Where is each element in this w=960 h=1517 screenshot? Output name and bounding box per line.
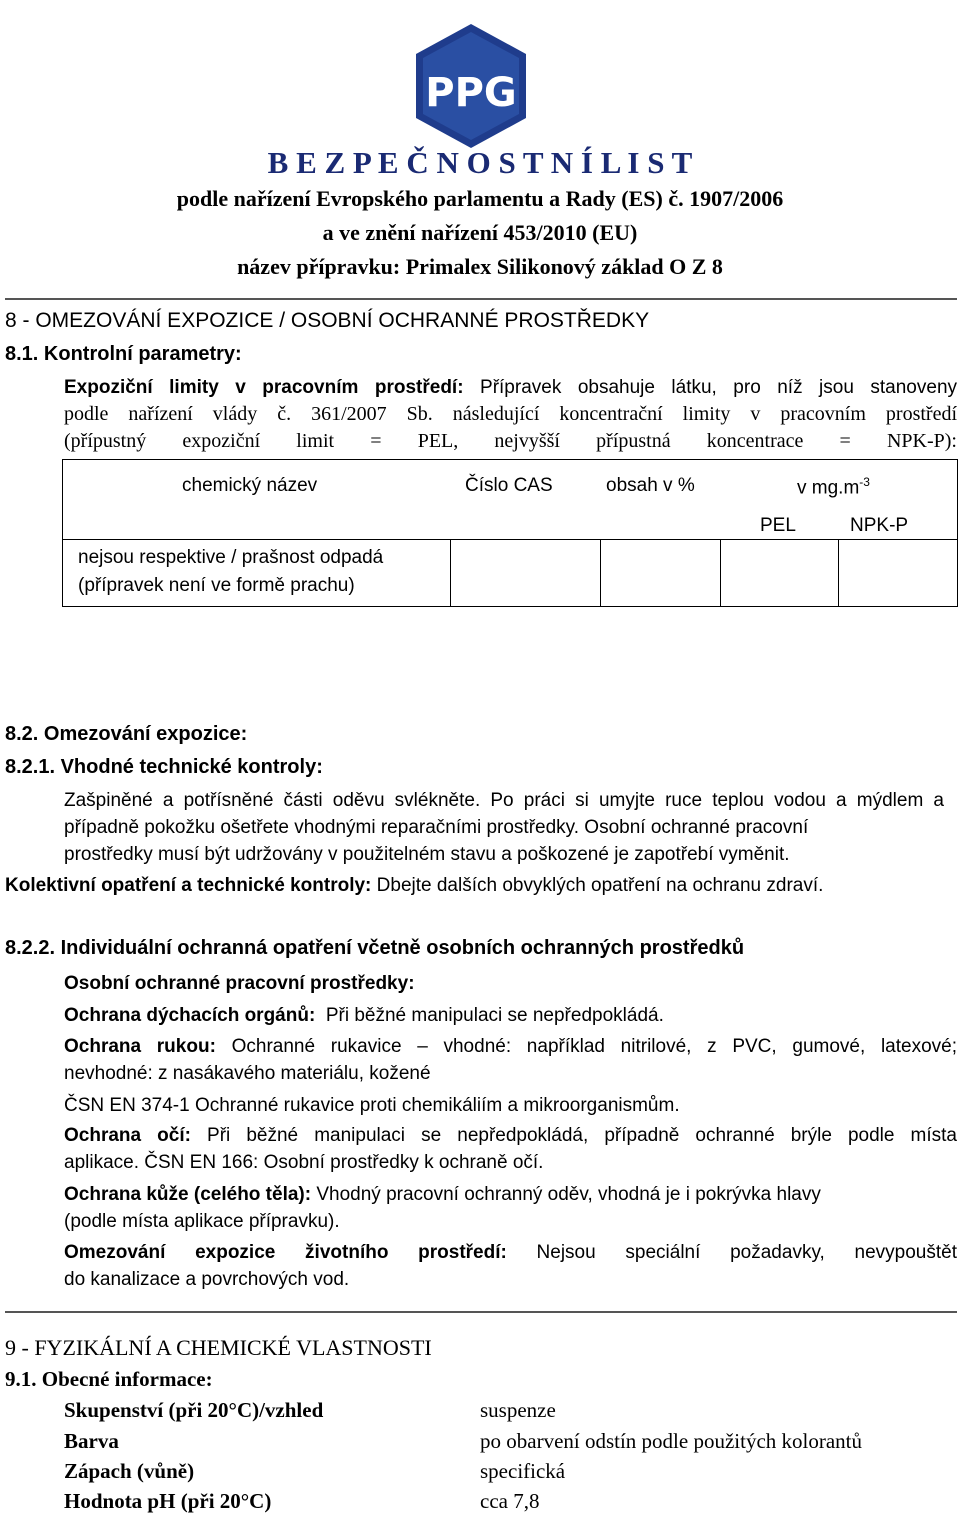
limits-paragraph-line2: podle nařízení vlády č. 361/2007 Sb. následující koncentrační limity v pracovním prostředí [64, 403, 957, 425]
technical-controls-line2: případně pokožku ošetřete vhodnými reparačními prostředky. Osobní ochranné pracovní [64, 817, 809, 838]
section-8-2-title: 8.2. Omezování expozice: [5, 723, 248, 745]
prop-label: Skupenství (při 20°C)/vzhled [64, 1398, 324, 1422]
limits-paragraph-line3: (přípustný expoziční limit = PEL, nejvyšší přípustná koncentrace = NPK-P): [64, 430, 957, 452]
row-name-line1: nejsou respektive / prašnost odpadá [78, 547, 384, 568]
environmental-exposure-line2: do kanalizace a povrchových vod. [64, 1269, 350, 1290]
prop-value: suspenze [480, 1398, 556, 1422]
technical-controls-line1: Zašpiněné a potřísněné části oděvu svlékněte. Po práci si umyjte ruce teplou vodou a mýdlem a [64, 790, 944, 811]
prop-value: po obarvení odstín podle použitých kolorantů [480, 1429, 863, 1453]
hand-protection-line2: nevhodné: z nasákavého materiálu, kožené [64, 1063, 431, 1084]
section-8-2-1-title: 8.2.1. Vhodné technické kontroly: [5, 756, 323, 778]
section-8-title: 8 - OMEZOVÁNÍ EXPOZICE / OSOBNÍ OCHRANNÉ PROSTŘEDKY [5, 309, 650, 332]
prop-label: Zápach (vůně) [64, 1459, 195, 1483]
product-name-line: název přípravku: Primalex Silikonový základ O Z 8 [237, 254, 723, 279]
col-pel: PEL [760, 515, 796, 536]
prop-value: cca 7,8 [480, 1489, 540, 1513]
technical-controls-line3: prostředky musí být udržovány v použitelném stavu a poškozené je zapotřebí vyměnit. [64, 844, 790, 865]
eye-protection-line2: aplikace. ČSN EN 166: Osobní prostředky k ochraně očí. [64, 1152, 544, 1173]
row-name-line2: (přípravek není ve formě prachu) [78, 575, 355, 596]
amendment-line: a ve znění nařízení 453/2010 (EU) [322, 220, 638, 245]
limits-label: Expoziční limity v pracovním prostředí: [64, 377, 464, 398]
divider [5, 1311, 957, 1313]
section-8-1-title: 8.1. Kontrolní parametry: [5, 343, 242, 365]
document-title: B E Z P E Č N O S T N Í L I S T [267, 145, 693, 180]
svg-text:PPG: PPG [425, 70, 517, 116]
hand-protection-line1: Ochrana rukou: Ochranné rukavice – vhodné: například nitrilové, z PVC, gumové, latexové; [64, 1036, 958, 1057]
ppe-title: Osobní ochranné pracovní prostředky: [64, 973, 415, 994]
environmental-exposure-line1: Omezování expozice životního prostředí: Nejsou speciální požadavky, nevypouštět [64, 1242, 957, 1263]
respiratory-protection: Ochrana dýchacích orgánů: Při běžné manipulaci se nepředpokládá. [64, 1005, 664, 1026]
regulation-line: podle nařízení Evropského parlamentu a Rady (ES) č. 1907/2006 [176, 186, 784, 211]
exposure-limits-table [62, 459, 958, 607]
skin-protection-line2: (podle místa aplikace přípravku). [64, 1211, 340, 1232]
col-content-percent: obsah v % [606, 475, 695, 496]
col-unit: v $mg.m^{-3}$ [797, 475, 870, 499]
prop-value: specifická [480, 1459, 566, 1483]
prop-label: Hodnota pH (při 20°C) [64, 1489, 272, 1513]
collective-measures: Kolektivní opatření a technické kontroly: Dbejte dalších obvyklých opatření na ochranu zdraví. [5, 875, 824, 896]
skin-protection-line1: Ochrana kůže (celého těla): Vhodný pracovní ochranný oděv, vhodná je i pokrývka hlavy [64, 1184, 821, 1205]
limits-text: Přípravek obsahuje látku, pro níž jsou stanoveny [480, 377, 958, 398]
col-chemical-name: chemický název [182, 475, 318, 496]
col-npk-p: NPK-P [850, 515, 909, 536]
section-9-1-title: 9.1. Obecné informace: [5, 1367, 213, 1391]
section-8-2-2-title: 8.2.2. Individuální ochranná opatření včetně osobních ochranných prostředků [5, 937, 745, 959]
divider [5, 298, 957, 300]
ppg-logo [412, 22, 530, 150]
section-9-title: 9 - FYZIKÁLNÍ A CHEMICKÉ VLASTNOSTI [5, 1335, 432, 1360]
limits-paragraph-line1 [64, 374, 957, 401]
prop-label: Barva [64, 1429, 119, 1453]
col-cas-number: Číslo CAS [465, 475, 553, 496]
hand-protection-line3: ČSN EN 374-1 Ochranné rukavice proti chemikáliím a mikroorganismům. [64, 1095, 680, 1116]
eye-protection-line1: Ochrana očí: Při běžné manipulaci se nepředpokládá, případně ochranné brýle podle místa [64, 1125, 958, 1146]
